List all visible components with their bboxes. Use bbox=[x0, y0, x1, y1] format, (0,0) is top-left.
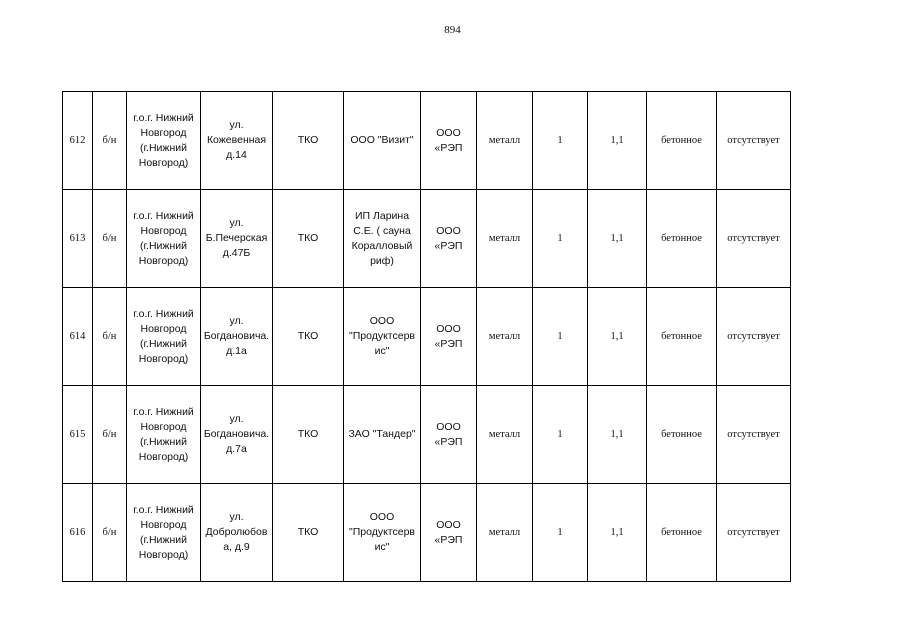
cell-fence: отсутствует bbox=[717, 484, 791, 582]
cell-number: 612 bbox=[63, 92, 93, 190]
cell-waste-type: ТКО bbox=[273, 288, 344, 386]
cell-number: 615 bbox=[63, 386, 93, 484]
cell-material: металл bbox=[477, 288, 533, 386]
table-row bbox=[63, 386, 791, 484]
cell-base: бетонное bbox=[647, 92, 717, 190]
cell-material: металл bbox=[477, 92, 533, 190]
cell-volume: 1,1 bbox=[588, 484, 647, 582]
cell-address: ул. Богдановича. д.1а bbox=[201, 288, 273, 386]
cell-count: 1 bbox=[533, 92, 588, 190]
table-row bbox=[63, 288, 791, 386]
cell-operator: ООО «РЭП bbox=[421, 288, 477, 386]
cell-bn: б/н bbox=[93, 190, 127, 288]
cell-volume: 1,1 bbox=[588, 386, 647, 484]
cell-address: ул. Кожевенная д.14 bbox=[201, 92, 273, 190]
cell-municipality: г.о.г. Нижний Новгород (г.Нижний Новгород) bbox=[127, 92, 201, 190]
cell-waste-type: ТКО bbox=[273, 190, 344, 288]
cell-operator: ООО «РЭП bbox=[421, 190, 477, 288]
cell-waste-type: ТКО bbox=[273, 386, 344, 484]
cell-waste-type: ТКО bbox=[273, 92, 344, 190]
cell-bn: б/н bbox=[93, 92, 127, 190]
cell-number: 614 bbox=[63, 288, 93, 386]
cell-count: 1 bbox=[533, 386, 588, 484]
cell-bn: б/н bbox=[93, 386, 127, 484]
cell-base: бетонное bbox=[647, 386, 717, 484]
cell-municipality: г.о.г. Нижний Новгород (г.Нижний Новгород) bbox=[127, 190, 201, 288]
cell-operator: ООО «РЭП bbox=[421, 484, 477, 582]
cell-material: металл bbox=[477, 484, 533, 582]
cell-municipality: г.о.г. Нижний Новгород (г.Нижний Новгород) bbox=[127, 288, 201, 386]
table-row bbox=[63, 190, 791, 288]
cell-volume: 1,1 bbox=[588, 190, 647, 288]
cell-number: 613 bbox=[63, 190, 93, 288]
cell-volume: 1,1 bbox=[588, 288, 647, 386]
cell-base: бетонное bbox=[647, 288, 717, 386]
page-number: 894 bbox=[444, 24, 461, 36]
cell-base: бетонное bbox=[647, 484, 717, 582]
cell-owner: ООО "Визит" bbox=[344, 92, 421, 190]
waste-sites-table bbox=[62, 91, 791, 582]
cell-base: бетонное bbox=[647, 190, 717, 288]
cell-fence: отсутствует bbox=[717, 386, 791, 484]
cell-municipality: г.о.г. Нижний Новгород (г.Нижний Новгород) bbox=[127, 484, 201, 582]
cell-address: ул. Богдановича. д.7а bbox=[201, 386, 273, 484]
cell-owner: ИП Ларина С.Е. ( сауна Коралловый риф) bbox=[344, 190, 421, 288]
table-row bbox=[63, 484, 791, 582]
cell-material: металл bbox=[477, 190, 533, 288]
cell-bn: б/н bbox=[93, 484, 127, 582]
cell-municipality: г.о.г. Нижний Новгород (г.Нижний Новгород) bbox=[127, 386, 201, 484]
cell-operator: ООО «РЭП bbox=[421, 92, 477, 190]
cell-owner: ЗАО "Тандер" bbox=[344, 386, 421, 484]
cell-bn: б/н bbox=[93, 288, 127, 386]
cell-address: ул. Добролюбов а, д.9 bbox=[201, 484, 273, 582]
cell-fence: отсутствует bbox=[717, 92, 791, 190]
cell-address: ул. Б.Печерская д.47Б bbox=[201, 190, 273, 288]
cell-count: 1 bbox=[533, 288, 588, 386]
cell-count: 1 bbox=[533, 484, 588, 582]
cell-number: 616 bbox=[63, 484, 93, 582]
cell-material: металл bbox=[477, 386, 533, 484]
cell-fence: отсутствует bbox=[717, 288, 791, 386]
cell-count: 1 bbox=[533, 190, 588, 288]
cell-fence: отсутствует bbox=[717, 190, 791, 288]
cell-owner: ООО "Продуктсерв ис" bbox=[344, 484, 421, 582]
table-row bbox=[63, 92, 791, 190]
cell-owner: ООО "Продуктсерв ис" bbox=[344, 288, 421, 386]
cell-waste-type: ТКО bbox=[273, 484, 344, 582]
cell-operator: ООО «РЭП bbox=[421, 386, 477, 484]
cell-volume: 1,1 bbox=[588, 92, 647, 190]
